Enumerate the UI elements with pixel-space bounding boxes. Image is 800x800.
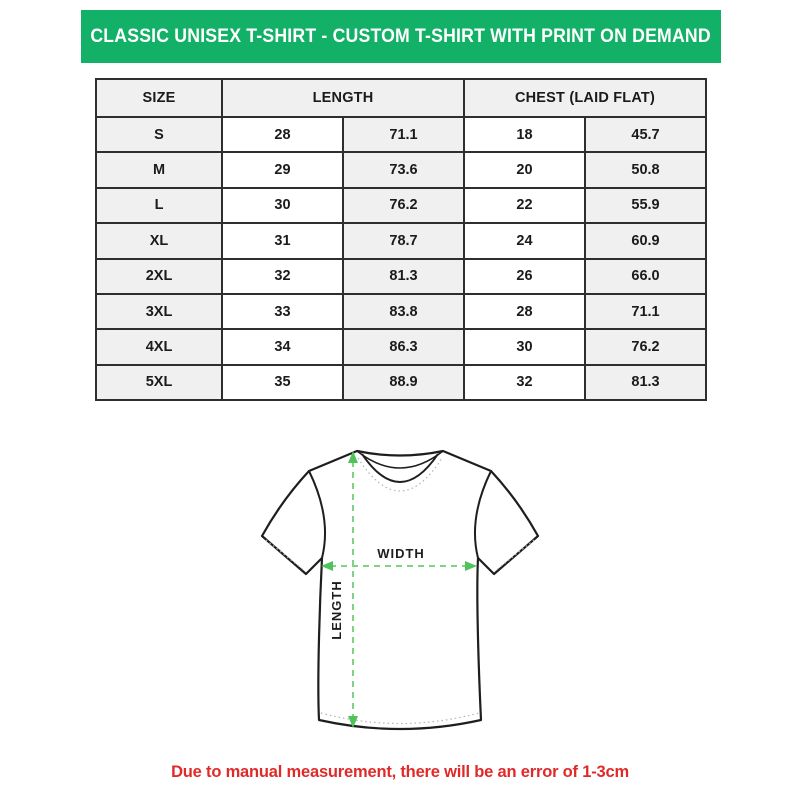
chest-in-cell: 28 bbox=[464, 294, 585, 329]
table-row bbox=[96, 152, 706, 187]
table-row bbox=[96, 294, 706, 329]
size-cell: S bbox=[96, 117, 222, 152]
length-cm-cell: 73.6 bbox=[343, 152, 464, 187]
column-header-chest: CHEST (LAID FLAT) bbox=[464, 79, 706, 117]
chest-in-cell: 18 bbox=[464, 117, 585, 152]
size-cell: XL bbox=[96, 223, 222, 258]
tshirt-outline bbox=[262, 451, 538, 729]
length-in-cell: 29 bbox=[222, 152, 343, 187]
size-cell: 3XL bbox=[96, 294, 222, 329]
width-label: WIDTH bbox=[377, 546, 425, 561]
chest-in-cell: 32 bbox=[464, 365, 585, 400]
length-cm-cell: 86.3 bbox=[343, 329, 464, 364]
size-cell: L bbox=[96, 188, 222, 223]
table-row bbox=[96, 259, 706, 294]
length-in-cell: 34 bbox=[222, 329, 343, 364]
table-row bbox=[96, 329, 706, 364]
length-cm-cell: 83.8 bbox=[343, 294, 464, 329]
size-chart-table bbox=[95, 78, 707, 401]
length-label: LENGTH bbox=[329, 580, 344, 640]
page-title: CLASSIC UNISEX T-SHIRT - CUSTOM T-SHIRT WITH PRINT ON DEMAND bbox=[90, 25, 712, 47]
size-cell: M bbox=[96, 152, 222, 187]
size-cell: 2XL bbox=[96, 259, 222, 294]
length-cm-cell: 71.1 bbox=[343, 117, 464, 152]
chest-cm-cell: 60.9 bbox=[585, 223, 706, 258]
column-header-length: LENGTH bbox=[222, 79, 464, 117]
title-banner bbox=[81, 10, 721, 63]
chest-cm-cell: 66.0 bbox=[585, 259, 706, 294]
table-row bbox=[96, 117, 706, 152]
chest-cm-cell: 45.7 bbox=[585, 117, 706, 152]
length-in-cell: 32 bbox=[222, 259, 343, 294]
chest-cm-cell: 76.2 bbox=[585, 329, 706, 364]
chest-cm-cell: 71.1 bbox=[585, 294, 706, 329]
chest-in-cell: 20 bbox=[464, 152, 585, 187]
chest-cm-cell: 50.8 bbox=[585, 152, 706, 187]
length-in-cell: 35 bbox=[222, 365, 343, 400]
length-cm-cell: 76.2 bbox=[343, 188, 464, 223]
table-row bbox=[96, 365, 706, 400]
chest-in-cell: 30 bbox=[464, 329, 585, 364]
size-cell: 5XL bbox=[96, 365, 222, 400]
length-in-cell: 31 bbox=[222, 223, 343, 258]
length-cm-cell: 78.7 bbox=[343, 223, 464, 258]
length-in-cell: 28 bbox=[222, 117, 343, 152]
length-cm-cell: 81.3 bbox=[343, 259, 464, 294]
table-row bbox=[96, 223, 706, 258]
measurement-error-note: Due to manual measurement, there will be an error of 1-3cm bbox=[171, 763, 629, 781]
chest-in-cell: 26 bbox=[464, 259, 585, 294]
length-in-cell: 33 bbox=[222, 294, 343, 329]
tshirt-measurement-diagram bbox=[250, 438, 550, 748]
length-cm-cell: 88.9 bbox=[343, 365, 464, 400]
column-header-size: SIZE bbox=[96, 79, 222, 117]
length-in-cell: 30 bbox=[222, 188, 343, 223]
chest-in-cell: 24 bbox=[464, 223, 585, 258]
table-row bbox=[96, 188, 706, 223]
table-header-row bbox=[96, 79, 706, 117]
chest-in-cell: 22 bbox=[464, 188, 585, 223]
chest-cm-cell: 81.3 bbox=[585, 365, 706, 400]
chest-cm-cell: 55.9 bbox=[585, 188, 706, 223]
size-cell: 4XL bbox=[96, 329, 222, 364]
